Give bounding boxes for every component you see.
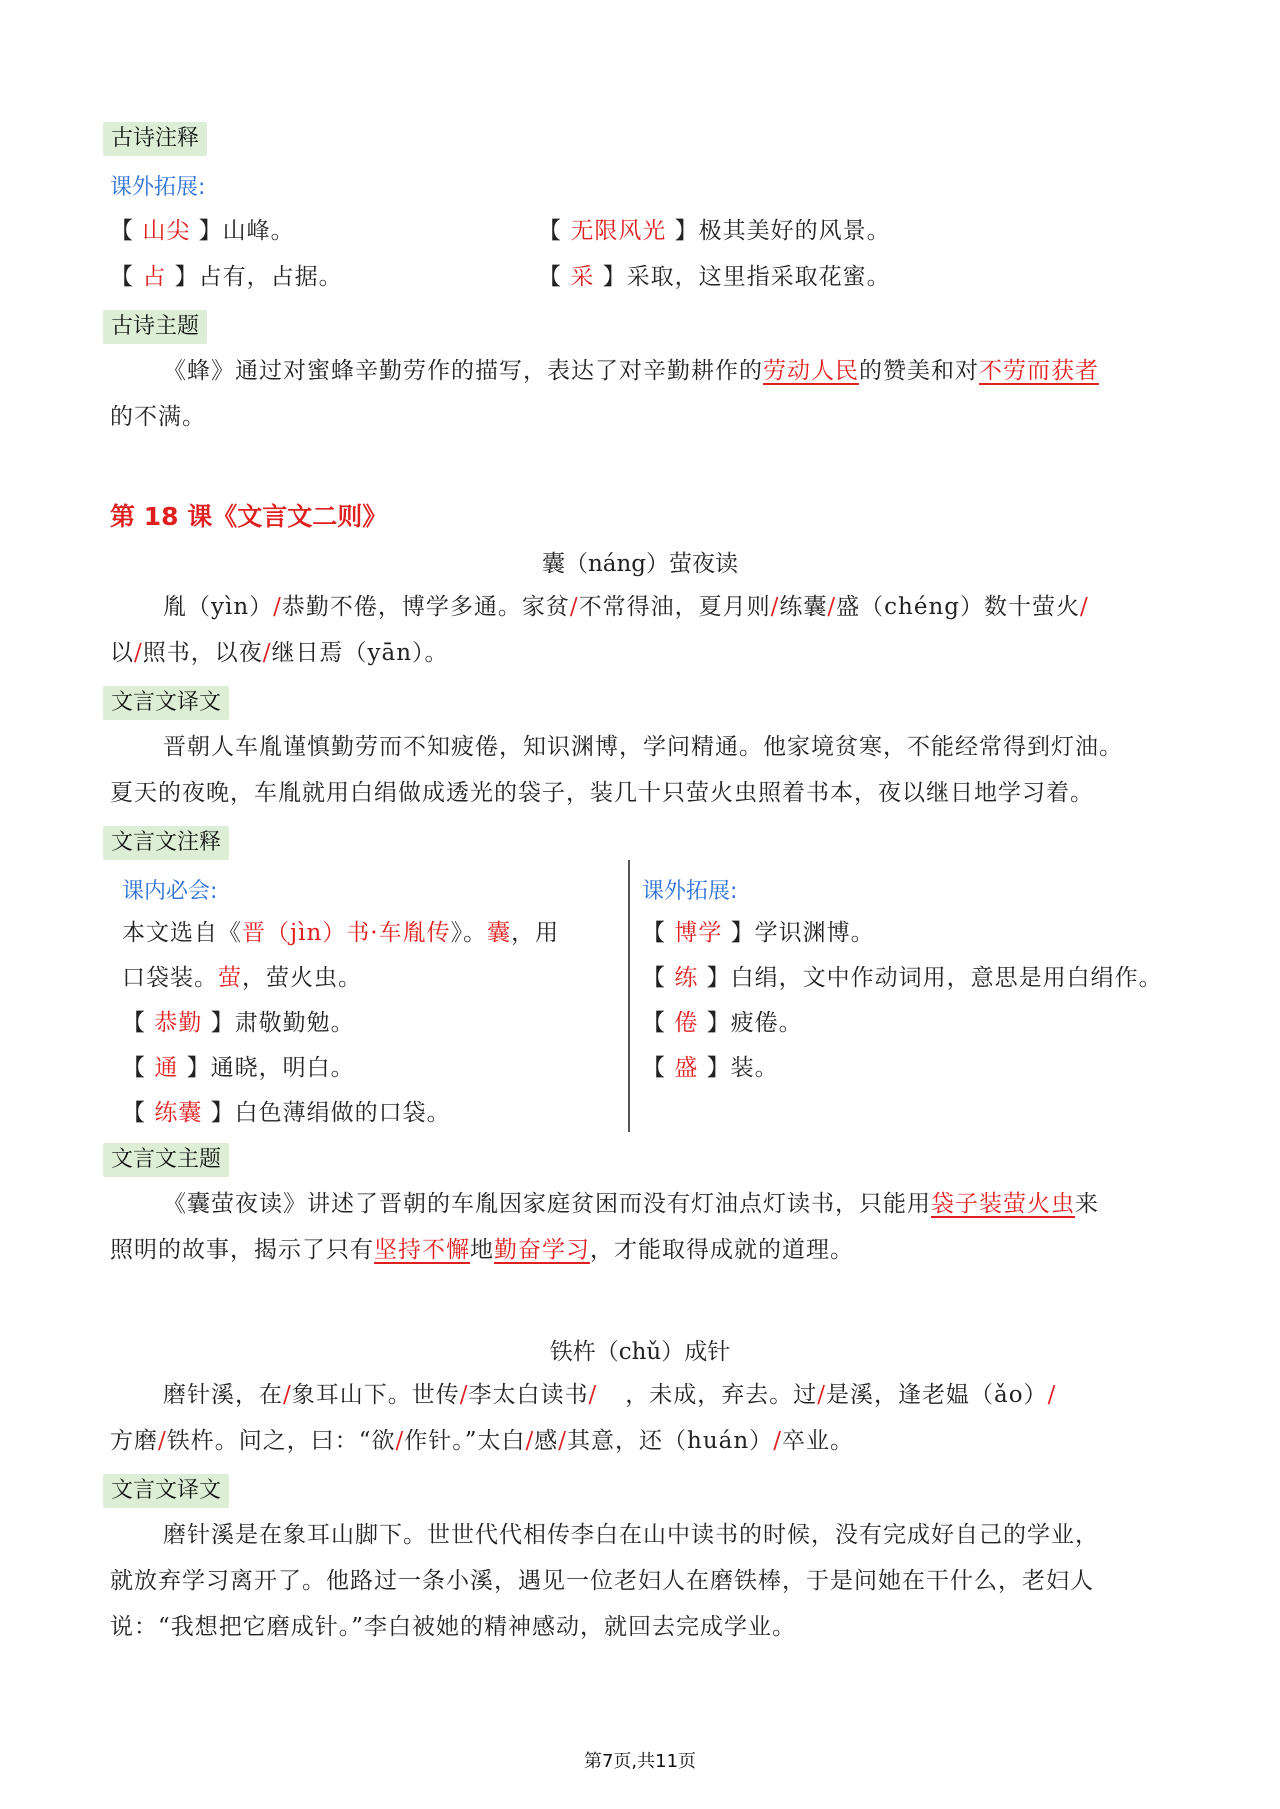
pause-mark: / [158, 1428, 167, 1454]
section-tag-wyw-translation-2: 文言文译文 [103, 1474, 229, 1508]
text: 照明的故事，揭示了只有 [110, 1237, 374, 1263]
text: 方磨 [110, 1428, 158, 1454]
section-tag-wyw-theme: 文言文主题 [103, 1143, 229, 1177]
left-note-1: 【 恭勤 】肃敬勤勉。 [122, 1010, 355, 1036]
pause-mark: / [773, 1428, 782, 1454]
text: 感 [534, 1428, 559, 1454]
pause-mark: / [395, 1428, 405, 1454]
text: 的赞美和对 [859, 358, 979, 384]
pause-mark: / [588, 1382, 598, 1408]
note-def: 山峰。 [222, 218, 295, 244]
term-ying: 萤 [218, 965, 242, 991]
highlight-freeloaders: 不劳而获者 [979, 358, 1099, 384]
section-tag-poem-theme: 古诗主题 [103, 310, 207, 344]
section-tag-poem-notes: 古诗注释 [103, 122, 207, 156]
text: 作针。”太白 [404, 1428, 526, 1454]
pause-mark: / [558, 1428, 568, 1454]
text1-translation-1: 晋朝人车胤谨慎勤劳而不知疲倦，知识渊博，学问精通。他家境贫寒，不能经常得到灯油。 [163, 734, 1123, 760]
poem-note-1: 【 山尖 】山峰。 [110, 218, 295, 244]
text: 地 [470, 1237, 494, 1263]
pause-mark: / [569, 594, 579, 620]
text: ，未成，弃去。过 [625, 1382, 818, 1408]
text1-translation-2: 夏天的夜晚，车胤就用白绢做成透光的袋子，装几十只萤火虫照着书本，夜以继日地学习着。 [110, 780, 1094, 806]
note-term: 恭勤 [154, 1010, 203, 1036]
column-divider [628, 860, 630, 1132]
note-term: 占 [142, 264, 167, 290]
note-def: 采取，这里指采取花蜜。 [626, 264, 891, 290]
pause-mark: / [273, 594, 282, 620]
pause-mark: / [283, 1382, 292, 1408]
text2-translation-1: 磨针溪是在象耳山脚下。世世代代相传李白在山中读书的时候，没有完成好自己的学业， [163, 1522, 1099, 1548]
text: 卒业。 [781, 1428, 854, 1454]
text: 以 [110, 640, 134, 666]
note-term: 练 [674, 965, 699, 991]
text2-translation-2: 就放弃学习离开了。他路过一条小溪，遇见一位老妇人在磨铁棒，于是问她在干什么，老妇人 [110, 1568, 1094, 1594]
left-note-2: 【 通 】通晓，明白。 [122, 1055, 355, 1081]
highlight-labor-people: 劳动人民 [763, 358, 859, 384]
note-def: 肃敬勤勉。 [234, 1010, 355, 1036]
text: 其意，还（huán） [567, 1428, 774, 1454]
note-def: 通晓，明白。 [210, 1055, 355, 1081]
text: 《囊萤夜读》讲述了晋朝的车胤因家庭贫困而没有灯油点灯读书，只能用 [163, 1191, 931, 1217]
term-nang: 囊 [487, 920, 512, 946]
pause-mark: / [817, 1382, 826, 1408]
note-def: 装。 [730, 1055, 779, 1081]
highlight-bag-fireflies: 袋子装萤火虫 [931, 1191, 1075, 1217]
highlight-persist: 坚持不懈 [374, 1237, 470, 1263]
poem-theme-line-1 [163, 356, 1099, 386]
text: 本文选自《 [122, 920, 242, 946]
text: 《蜂》通过对蜜蜂辛勤劳作的描写，表达了对辛勤耕作的 [163, 358, 763, 384]
source-note-cont [122, 963, 362, 993]
note-def: 极其美好的风景。 [698, 218, 891, 244]
text: ，才能取得成就的道理。 [590, 1237, 854, 1263]
pause-mark: / [459, 1382, 469, 1408]
note-term: 盛 [674, 1055, 699, 1081]
pause-mark: / [134, 640, 143, 666]
text2-line-1 [163, 1380, 1056, 1410]
poem-theme-line-2: 的不满。 [110, 404, 206, 430]
text: 是溪，逢老媪（ǎo） [826, 1382, 1048, 1408]
poem-note-4: 【 采 】采取，这里指采取花蜜。 [538, 264, 891, 290]
left-note-3: 【 练囊 】白色薄绢做的口袋。 [122, 1100, 451, 1126]
pause-mark: / [827, 594, 837, 620]
text: 不常得油，夏月则 [578, 594, 771, 620]
note-term: 练囊 [154, 1100, 203, 1126]
note-term: 博学 [674, 920, 723, 946]
note-def: 白色薄绢做的口袋。 [234, 1100, 451, 1126]
text: 来 [1075, 1191, 1099, 1217]
note-term: 采 [570, 264, 595, 290]
text: 口袋装。 [122, 965, 218, 991]
extension-label: 课外拓展: [110, 175, 206, 200]
text: 磨针溪，在 [163, 1382, 283, 1408]
pause-mark: / [262, 640, 272, 666]
pause-mark: / [525, 1428, 535, 1454]
text: ，萤火虫。 [242, 965, 362, 991]
pause-mark: / [770, 594, 780, 620]
text: 恭勤不倦，博学多通。家贫 [281, 594, 570, 620]
text: 练囊 [779, 594, 828, 620]
note-def: 白绢，文中作动词用，意思是用白绢作。 [730, 965, 1163, 991]
text: ，用 [511, 920, 560, 946]
right-note-1: 【 博学 】学识渊博。 [642, 920, 875, 946]
poem-note-3: 【 占 】占有，占据。 [110, 264, 343, 290]
text: 》。 [450, 920, 488, 946]
in-class-label: 课内必会: [122, 879, 218, 904]
lesson-title: 第 18 课《文言文二则》 [110, 502, 388, 531]
note-def: 学识渊博。 [754, 920, 875, 946]
text: 铁杵。问之，曰：“欲 [166, 1428, 396, 1454]
source-book: 晋（jìn）书·车胤传 [242, 920, 451, 946]
note-def: 占有，占据。 [198, 264, 343, 290]
pause-mark: / [1080, 594, 1089, 620]
text2-title: 铁杵（chǔ）成针 [549, 1339, 731, 1365]
text1-theme-line-2 [110, 1235, 854, 1265]
text: 照书，以夜 [142, 640, 263, 666]
right-note-2: 【 练 】白绢，文中作动词用，意思是用白绢作。 [642, 965, 1163, 991]
text2-translation-3: 说：“我想把它磨成针。”李白被她的精神感动，就回去完成学业。 [110, 1614, 797, 1640]
text1-title: 囊（náng）萤夜读 [541, 551, 739, 577]
text1-line-1 [163, 592, 1089, 622]
text: 胤（yìn） [163, 594, 274, 620]
note-term: 倦 [674, 1010, 699, 1036]
right-note-4: 【 盛 】装。 [642, 1055, 779, 1081]
note-term: 无限风光 [570, 218, 667, 244]
text: 盛（chéng）数十萤火 [836, 594, 1081, 620]
poem-note-2: 【 无限风光 】极其美好的风景。 [538, 218, 891, 244]
note-term: 山尖 [142, 218, 191, 244]
section-tag-wyw-translation: 文言文译文 [103, 686, 229, 720]
note-def: 疲倦。 [730, 1010, 803, 1036]
section-tag-wyw-notes: 文言文注释 [103, 826, 229, 860]
text: 继日焉（yān）。 [271, 640, 449, 666]
text: 李太白读书 [468, 1382, 589, 1408]
source-note [122, 918, 559, 948]
text: 象耳山下。世传 [291, 1382, 460, 1408]
text2-line-2 [110, 1426, 854, 1456]
ext-label-2: 课外拓展: [642, 879, 738, 904]
text1-line-2 [110, 638, 449, 668]
right-note-3: 【 倦 】疲倦。 [642, 1010, 803, 1036]
text1-theme-line-1 [163, 1189, 1099, 1219]
note-term: 通 [154, 1055, 179, 1081]
highlight-diligent: 勤奋学习 [494, 1237, 590, 1263]
page-number: 第7页,共11页 [583, 1751, 697, 1772]
pause-mark: / [1047, 1382, 1057, 1408]
